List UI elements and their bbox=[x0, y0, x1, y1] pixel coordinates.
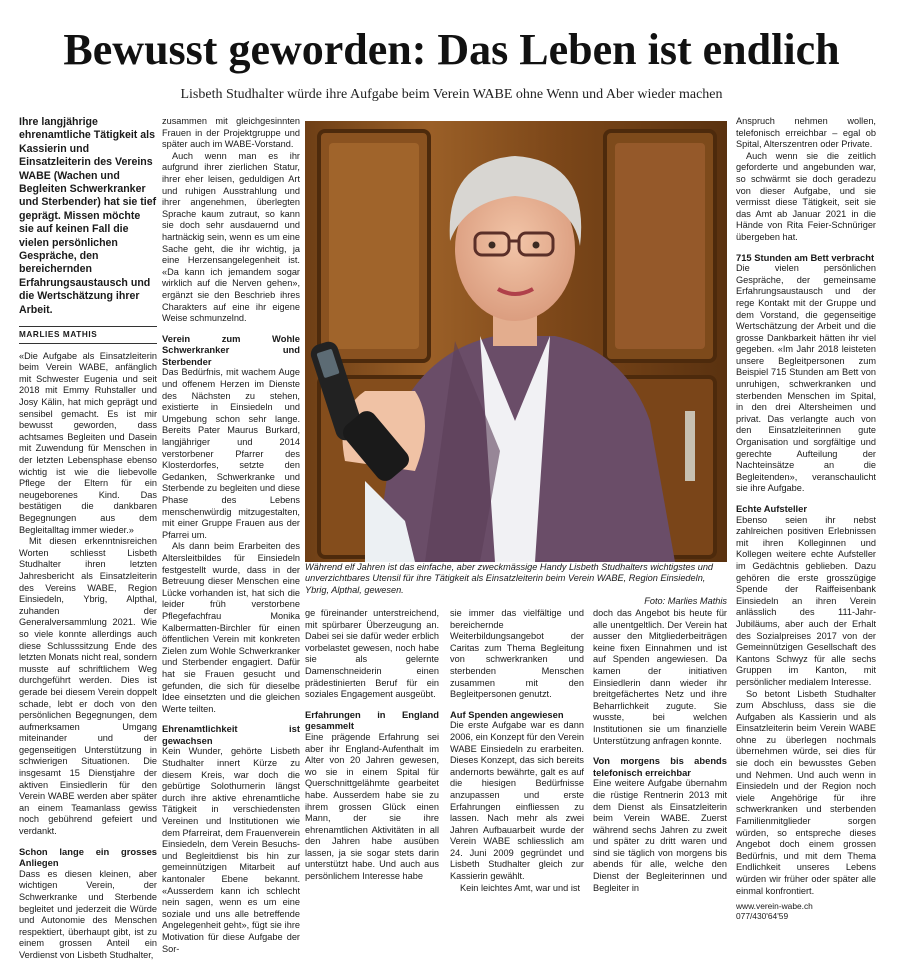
contact-info bbox=[736, 901, 876, 921]
column-1 bbox=[19, 116, 157, 962]
column-4 bbox=[450, 608, 584, 894]
col1-paragraph-3: Dass es diesen kleinen, aber wichtigen Verein, der Schwerkranke und Sterbende begleitet und jederzeit die Würde und Autonomie des Menschen respektiert, überhaupt gibt, ist zu einem grossen Anteil ein Verdienst von Lisbeth Studhalter, bbox=[19, 868, 157, 960]
subtitle: Lisbeth Studhalter würde ihre Aufgabe beim Verein WABE ohne Wenn und Aber wieder machen bbox=[180, 87, 723, 102]
article-photo bbox=[305, 121, 727, 562]
column-6 bbox=[736, 116, 876, 921]
column-2 bbox=[162, 116, 300, 955]
lead-text: Ihre langjährige ehrenamtliche Tätigkeit als Kassierin und Einsatzleiterin des Vereins WABE (Wachen und Begleiten Schwerkranker und Sterbender) hat sie tief geprägt. Missen möchte sie auf keinen Fall die vielen persönlichen Gespräche, den bereichernden Erfahrungsaustausch und die Wertschätzung ihrer Arbeit. bbox=[19, 116, 157, 316]
caption-text: Während elf Jahren ist das einfache, aber zweckmässige Handy Lisbeth Studhalters wichtigstes und unverzichtbares Utensil für ihre Tätigkeit als Einsatzleiterin beim Verein WABE, Region Einsiedeln, Ybrig, Alpthal, gewesen. bbox=[305, 562, 714, 595]
col4-paragraph-1: sie immer das vielfältige und bereichernde Weiterbildungsangebot der Caritas zum Thema Begleitung von schwerkranken und sterbenden Menschen zusammen mit den Begleitpersonen genutzt. bbox=[450, 608, 584, 700]
col3-paragraph-1: ge füreinander unterstreichend, mit spürbarer Überzeugung an. Dabei sei sie dafür weder erblich vorbelastet gewesen, noch habe sie als gelernte Damenschneiderin einen prädestinierten Beruf für ein soziales Engagement ausgeübt. bbox=[305, 608, 439, 700]
photo-credit: Foto: Marlies Mathis bbox=[644, 596, 727, 607]
phone-number: 077/430'64'59 bbox=[736, 911, 789, 922]
col2-paragraph-1: zusammen mit gleichgesinnten Frauen in der Projektgruppe und später auch im WABE-Vorstand. bbox=[162, 116, 300, 150]
col2-subheading-1: Verein zum Wohle Schwerkranker und Sterbender bbox=[162, 332, 300, 367]
col3-paragraph-2: Eine prägende Erfahrung sei aber ihr England-Aufenthalt im Alter von 20 Jahren gewesen, wo sie in einem Spital für Querschnittgelähmte gearbeitet habe. Ausserdem habe sie zu ihrem grossen Glück einen Mann, der sie ihre ehrenamtlichen Aktivitäten in all den Jahren habe ausüben lassen, ja sie sogar stets darin unterstützt habe. Und auch aus persönlichem Interesse habe bbox=[305, 731, 439, 882]
col2-subheading-2: Ehrenamtlichkeit ist gewachsen bbox=[162, 723, 300, 746]
col4-paragraph-2: Die erste Aufgabe war es dann 2006, ein Konzept für den Verein WABE Einsiedeln zu erarbeiten. Dieses Konzept, das sich bereits andernorts bewährte, galt es auf die hiesigen Bedürfnisse anzupassen und erste Erfahrungen einfliessen zu lassen. Nach mehr als zwei Jahren Aufbauarbeit wurde der Verein WABE schliesslich am 24. Juni 2009 gegründet und Lisbeth Studhalter gleich zur Kassierin gewählt. bbox=[450, 720, 584, 882]
col5-paragraph-2: Eine weitere Aufgabe übernahm die rüstige Rentnerin 2013 mit dem Dienst als Einsatzleiterin beim Verein WABE. Zuerst während sechs Jahren zu zweit und später zu dritt waren und sind sie täglich von morgens bis abends für alle, welche den Dienst der Begleiterinnen und Begleiter in bbox=[593, 778, 727, 893]
col5-subheading-1: Von morgens bis abends telefonisch erreichbar bbox=[593, 755, 727, 778]
col1-paragraph-2: Mit diesen erkenntnisreichen Worten schliesst Lisbeth Studhalter ihren letzten Jahresbericht als Einsatzleiterin des Vereins WABE, Region Einsiedeln, Ybrig, Alpthal, zuhanden der Generalversammlung 2021. Wie so viele konnte allerdings auch diese Schlusssitzung Ende des letzten Monats nicht real, sondern musste auf schriftlichem Weg durchgeführt werden. Dies ist gerade bei diesem Verein doppelt schade, lebt er doch von den persönlichen Begegnungen, dem aufmerksamen Umgang miteinander und der gegenseitigen Unterstützung in schwierigen Situationen. Die insgesamt 15 Dienstjahre der aktiven Einsiedlerin für den Verein WABE werden aber später an einem Teamanlass gewiss noch gebührend gefeiert und verdankt. bbox=[19, 536, 157, 837]
col3-subheading-1: Erfahrungen in England gesammelt bbox=[305, 708, 439, 732]
headline: Bewusst geworden: Das Leben ist endlich bbox=[63, 25, 840, 74]
col2-paragraph-5: Kein Wunder, gehörte Lisbeth Studhalter innert Kürze zu diesem Kreis, war doch die gebürtige Solothurnerin längst durch ihre aktive ehrenamtliche Tätigkeit in verschiedensten Vereinen und Institutionen wie dem Pfarreirat, dem Frauenverein Einsiedeln, dem Verein Besuchs- und Begleitdienst bis hin zur gemeinnützigen Mitarbeit auf kantonaler Ebene bekannt. «Ausserdem kann ich schlecht nein sagen, wenn es um eine soziale und uns alle betreffende Angelegenheit geht», fügt sie ihre Motivation für diese Aufgabe der Sor- bbox=[162, 746, 300, 954]
col4-subheading-1: Auf Spenden angewiesen bbox=[450, 708, 564, 720]
col6-paragraph-1: Anspruch nehmen wollen, telefonisch erreichbar – egal ob Spital, Alterszentren oder Private. bbox=[736, 116, 876, 150]
col2-paragraph-2: Auch wenn man es ihr aufgrund ihrer zierlichen Statur, ihrer eher leisen, geduldigen Art und ruhigen Ausstrahlung und ihrer angenehmen, überlegten Sprache kaum zutraut, so kann sie doch sehr ausdauernd und hartnäckig sein, wenn es um eine Sache geht, die ihr wichtig, ja eine Herzensangelegenheit ist. «Da kann ich jemandem sogar wirklich auf die Nerven gehen», ergänzt sie den Beschrieb ihres Charakters auf eine ihr eigene Weise schmunzelnd. bbox=[162, 150, 300, 324]
website-link[interactable]: www.verein-wabe.ch bbox=[736, 901, 813, 912]
col6-subheading-1: 715 Stunden am Bett verbracht bbox=[736, 251, 875, 263]
column-5 bbox=[593, 608, 727, 894]
col5-paragraph-1: doch das Angebot bis heute für alle unentgeltlich. Der Verein hat ausser den Mitgliederbeiträgen keine fixen Einnahmen und ist auf Spenden angewiesen. Da kamen der initiativen Einsiedlerin dann wieder ihr breitgefächertes Netz und ihre Beharrlichkeit zugute. Sie wusste, bei welchen Institutionen sie um finanzielle Unterstützung anfragen konnte. bbox=[593, 608, 727, 746]
col6-paragraph-3: Die vielen persönlichen Gespräche, der gemeinsame Erfahrungsaustausch und der rege Kontakt mit der Gruppe und dem Vorstand, die gegenseitige Wertschätzung der Arbeit und die grosse Dankbarkeit hätten ihr viel gegeben. «Im Jahr 2018 leisteten unsere Begleitpersonen zum Beispiel 715 Stunden am Bett von unruhigen, schwerkranken und sterbenden Menschen im Spital, in den drei Altersheimen und privat. Das verlangte auch von den Einsatzleiterinnen gute Organisation und sorgfältige und gerechte Aufteilung der Nachteinsätze an die Begleitenden», veranschaulicht sie ihre Aufgabe. bbox=[736, 263, 876, 494]
col1-paragraph-1: «Die Aufgabe als Einsatzleiterin beim Verein WABE, anfänglich mit Schwester Eugenia und seit 2018 mit Emmy Ruhstaller und Josy Kälin, hat mich geprägt und sensibel gemacht. Es ist mir bewusst geworden, dass achtsames Begleiten und Dasein mit Zuwendung für Menschen in der letzten Lebensphase ebenso wichtig ist wie die liebevolle Pflege der Eltern für ein neugeborenes Kind. Das bestätigen die dankbaren Begegnungen aus dem Begleitalltag immer wieder.» bbox=[19, 350, 157, 535]
col4-paragraph-3: Kein leichtes Amt, war und ist bbox=[460, 882, 581, 893]
col6-paragraph-4: Ebenso seien ihr nebst zahlreichen positiven Erlebnissen mit ihren Kolleginnen und Kollegen weitere echte Aufsteller im Gedächtnis geblieben. Dazu gehören die erste grosszügige Spende der Raiffeisenbank Einsiedeln an ihren Verein anlässlich des 111-Jahr-Jubiläums, aber auch der Erhalt des Sozialpreises 2017 von der Gemeinnützigen Gesellschaft des Kantons Schwyz für alle sechs Gruppen im Kanton, mit persönlicher medialem Interesse. bbox=[736, 514, 876, 687]
col1-subheading-1: Schon lange ein grosses Anliegen bbox=[19, 845, 157, 869]
photo-caption bbox=[305, 562, 727, 608]
col2-paragraph-4: Als dann beim Erarbeiten des Altersleitbildes für Einsiedeln festgestellt wurde, dass in der Betreuung dieser Menschen eine Lücke vorhanden ist, hat sich die leider früh verstorbene Pflegefachfrau Monika Kalbermatten-Birchler für einen öffentlichen Verein mit konkreten Zielen zum Wohle Schwerkranker und Sterbender engagiert. Dafür hat sie Frauen gesucht und gefunden, die sich für dieselbe Idee einsetzten und die gleichen Werte teilten. bbox=[162, 541, 300, 714]
column-3 bbox=[305, 608, 439, 883]
author-byline: MARLIES MATHIS bbox=[19, 326, 157, 344]
col6-paragraph-5: So betont Lisbeth Studhalter zum Abschluss, dass sie die Aufgaben als Kassierin und als Einsatzleiterin beim Verein WABE ohne zu überlegen nochmals übernehmen würde, sei dies für sie doch ein bewusstes Geben und Nehmen. Und auch wenn in Einsiedeln und der Region noch viele Angehörige für ihre schwerkranken und sterbenden Familienmitglieder sorgen würden, so entspreche dieses Angebot doch einem grossen Bedürfnis, und mit dem Thema Endlichkeit unseres Lebens würden wir früher oder später alle einmal konfrontiert. bbox=[736, 688, 876, 896]
lead-paragraph bbox=[19, 116, 157, 317]
col2-paragraph-3: Das Bedürfnis, mit wachem Auge und offenem Herzen im Dienste des Nächsten zu stehen, existierte in Einsiedeln und Umgebung schon sehr lange. Bereits Pater Maurus Burkard, langjähriger und 2014 verstorbener Pfarrer des Klosterdorfes, setzte den Gedanken, Schwerkranke und Sterbende zu begleiten und diese Phase des Lebens menschenwürdig mitzugestalten, mit einer Gruppe Frauen aus der Pfarrei um. bbox=[162, 367, 300, 540]
col6-subheading-2: Echte Aufsteller bbox=[736, 503, 808, 514]
col6-paragraph-2: Auch wenn sie die zeitlich geforderte und angebunden war, so schwärmt sie doch geradezu von dieser Aufgabe, und sie vermisst diese Tätigkeit, seit sie das Amt ab Januar 2021 in die Hände von Rita Feier-Schnüriger übergeben hat. bbox=[736, 150, 876, 242]
